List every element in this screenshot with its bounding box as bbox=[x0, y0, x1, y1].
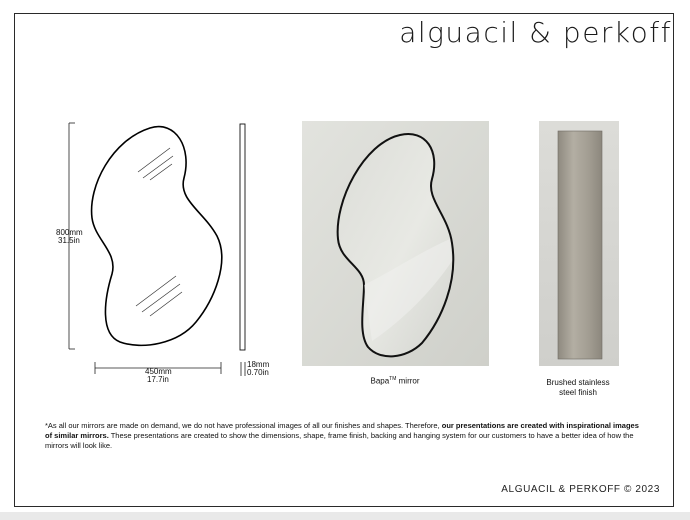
reflection-lines-bottom bbox=[136, 276, 182, 316]
height-label-mm: 800mm bbox=[56, 228, 83, 237]
mirror-photo bbox=[302, 121, 489, 366]
brand-logo: alguacil & perkoff bbox=[399, 16, 672, 49]
depth-dimension-line bbox=[241, 362, 245, 376]
width-label-in: 17.7in bbox=[147, 375, 169, 384]
footer-copyright: ALGUACIL & PERKOFF © 2023 bbox=[501, 484, 660, 495]
finish-caption-line1: Brushed stainless bbox=[546, 378, 610, 387]
mirror-side-profile bbox=[240, 124, 245, 350]
bottom-bar bbox=[0, 512, 690, 520]
disclaimer-bold: our presentations are created with inspirational images of similar mirrors. bbox=[45, 421, 639, 440]
mirror-outline bbox=[92, 127, 222, 346]
disclaimer-part2: These presentations are created to show the dimensions, shape, frame finish, backing and hanging system for our customers to have a better idea of how the mirrors will look like. bbox=[45, 431, 634, 450]
finish-caption-line2: steel finish bbox=[559, 388, 597, 397]
disclaimer-text bbox=[45, 421, 645, 451]
mirror-caption-tm: TM bbox=[389, 376, 397, 382]
depth-label-in: 0.70in bbox=[247, 368, 269, 377]
steel-finish-photo bbox=[539, 121, 619, 366]
mirror-caption bbox=[330, 374, 460, 387]
reflection-lines-top bbox=[138, 148, 173, 180]
depth-label-mm: 18mm bbox=[247, 360, 270, 369]
mirror-caption-name: Bapa bbox=[370, 376, 390, 386]
finish-caption bbox=[523, 378, 633, 398]
width-label-mm: 450mm bbox=[145, 367, 172, 376]
mirror-caption-suffix: mirror bbox=[396, 376, 420, 386]
steel-strip bbox=[558, 131, 602, 359]
height-label-in: 31.5in bbox=[58, 236, 80, 245]
disclaimer-part1: *As all our mirrors are made on demand, we do not have professional images of all our finishes and shapes. Therefore, bbox=[45, 421, 442, 430]
